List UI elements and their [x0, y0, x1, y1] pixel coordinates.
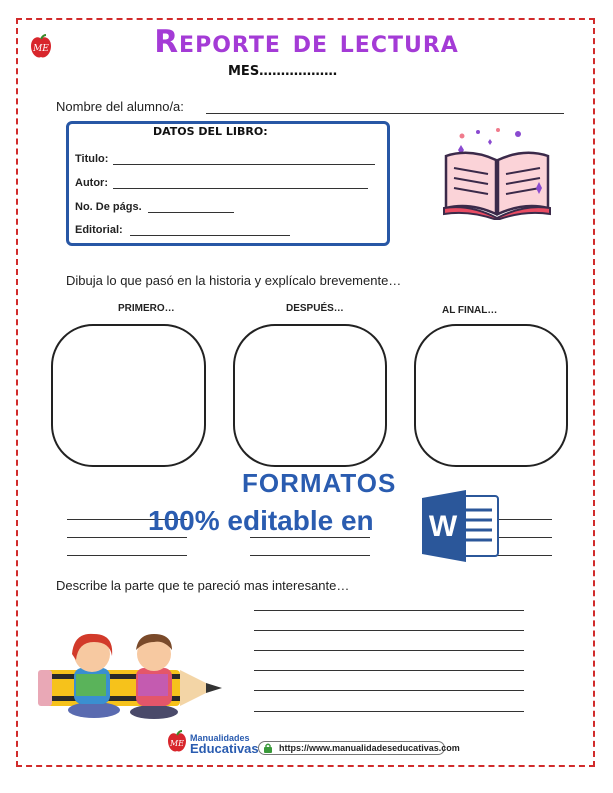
panel-label-end: AL FINAL… — [442, 305, 498, 316]
drawing-instruction: Dibuja lo que pasó en la historia y explícalo brevemente… — [66, 273, 402, 288]
footer-logo-text: ME — [169, 739, 185, 748]
panel-after-line-3[interactable] — [250, 555, 370, 556]
promo-formats: FORMATOS — [242, 468, 397, 498]
interesting-line-2[interactable] — [254, 630, 524, 631]
word-icon — [422, 488, 500, 564]
book-publisher-label: Editorial: — [75, 224, 123, 236]
interesting-line-6[interactable] — [254, 711, 524, 712]
book-title-line[interactable] — [113, 164, 375, 165]
panel-end-line-1[interactable] — [497, 519, 552, 520]
footer-apple-logo-icon — [166, 730, 188, 754]
drawing-panel-after[interactable] — [233, 324, 387, 467]
month-label: MES……………… — [228, 64, 338, 79]
book-title-label: Titulo: — [75, 153, 109, 165]
panel-end-line-2[interactable] — [497, 537, 552, 538]
footer-brand-line1: Manualidades — [190, 733, 250, 743]
book-author-label: Autor: — [75, 177, 108, 189]
kids-reading-pencil-illustration — [38, 628, 226, 722]
open-book-icon — [440, 128, 555, 220]
page-title: Reporte de lectura — [154, 24, 459, 60]
book-pages-label: No. De págs. — [75, 201, 142, 213]
drawing-panel-end[interactable] — [414, 324, 568, 467]
panel-first-line-3[interactable] — [67, 555, 187, 556]
interesting-line-1[interactable] — [254, 610, 524, 611]
drawing-panel-first[interactable] — [51, 324, 206, 467]
corner-logo-text: ME — [33, 44, 49, 54]
panel-label-after: DESPUÉS… — [286, 303, 344, 314]
panel-end-line-3[interactable] — [497, 555, 552, 556]
interesting-line-5[interactable] — [254, 690, 524, 691]
book-pages-line[interactable] — [148, 212, 234, 213]
footer-url-badge[interactable] — [258, 741, 460, 755]
interesting-line-4[interactable] — [254, 670, 524, 671]
book-publisher-line[interactable] — [130, 235, 290, 236]
student-name-label: Nombre del alumno/a: — [56, 99, 184, 114]
panel-label-first: PRIMERO… — [118, 303, 175, 314]
promo-editable: 100% editable en — [148, 505, 374, 536]
lock-icon — [263, 743, 273, 756]
footer-brand-line2: Educativas — [190, 741, 259, 756]
panel-after-line-2[interactable] — [250, 537, 370, 538]
interesting-instruction: Describe la parte que te pareció mas interesante… — [56, 578, 350, 593]
svg-text:W: W — [428, 510, 458, 543]
panel-first-line-2[interactable] — [67, 537, 187, 538]
book-author-line[interactable] — [113, 188, 368, 189]
book-data-title: DATOS DEL LIBRO: — [153, 125, 268, 138]
interesting-line-3[interactable] — [254, 650, 524, 651]
student-name-line[interactable] — [206, 113, 564, 114]
footer-url-text: https://www.manualidadeseducativas.com — [279, 743, 460, 753]
